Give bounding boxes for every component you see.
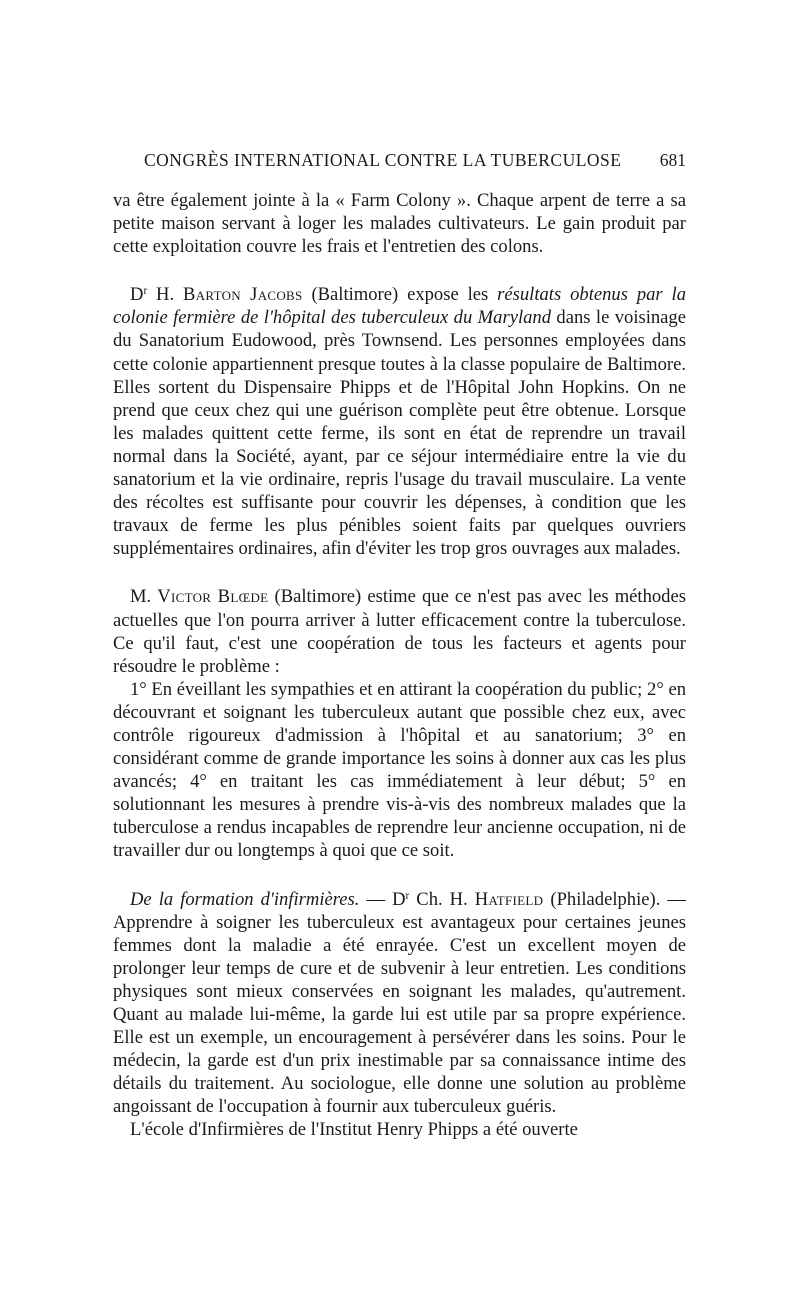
author-name: Hatfield bbox=[474, 888, 544, 910]
paragraph-numbered-measures: 1° En éveillant les sympathies et en attirant la coopération du public; 2° en découvrant et soignant les tuberculeux autant que possible chez eux, avec contrôle rigoureux d'admission à l'hôpital et au sanatorium; 3° en considérant comme de grande importance les soins à donner aux cas les plus avancés; 4° en traitant les cas immédiatement à leur début; 5° en solutionnant les mesures à prendre vis-à-vis des nombreux malades que la tuberculose a rendus incapables de reprendre leur ancienne occupation, ni de travailler dur ou longtemps à quoi que ce soit. bbox=[113, 678, 686, 862]
running-head bbox=[113, 150, 686, 171]
paragraph-nursing-school: L'école d'Infirmières de l'Institut Henry Phipps a été ouverte bbox=[130, 1119, 578, 1141]
paragraph-barton-jacobs bbox=[113, 283, 686, 560]
author-title: D bbox=[392, 888, 406, 910]
dash: — bbox=[359, 888, 393, 910]
author-title-superscript: r bbox=[143, 285, 148, 298]
paragraph-text: dans le voisinage du Sanatorium Eudowood, près Townsend. Les personnes employées dans cette colonie appartiennent presque toutes à la classe populaire de Baltimore. Elles sortent du Dispensaire Phipps et de l'Hôpital John Hopkins. On ne prend que ceux chez qui une guérison complète peut être obtenue. Lorsque les malades quittent cette ferme, ils sont en état de reprendre un travail normal dans la Société, ayant, par ce séjour intermédiaire entre la vie du sanatorium et la vie ordinaire, repris l'usage du travail musculaire. La vente des récoltes est suffisante pour couvrir les dépenses, à condition que les travaux de ferme les plus pénibles soient faits par quelques ouvriers supplémentaires ordinaires, afin d'éviter les trop gros ouvrages aux malades. bbox=[113, 307, 686, 560]
running-title: CONGRÈS INTERNATIONAL CONTRE LA TUBERCULOSE bbox=[144, 150, 622, 170]
paragraph-hatfield bbox=[113, 888, 686, 1119]
author-initial: H. bbox=[147, 284, 184, 306]
paper-topic: De la formation d'infirmières. bbox=[130, 888, 360, 910]
paragraph-victor-bloede bbox=[113, 585, 686, 677]
author-name: Barton Jacobs bbox=[183, 284, 303, 306]
author-initial: Ch. H. bbox=[409, 888, 475, 910]
paragraph-gap bbox=[113, 258, 686, 283]
author-title: D bbox=[130, 284, 144, 306]
paragraph-text: (Philadelphie). — Apprendre à soigner les tuberculeux est avantageux pour certaines jeunes femmes dont la maladie a été enrayée. C'est un excellent moyen de prolonger leur temps de cure et de subvenir à leur entretien. Les conditions physiques sont mieux conservées en soignant les malades, qu'autrement. Quant au malade lui-même, la garde lui est utile par sa propre expérience. Elle est un exemple, un encouragement à persévérer dans les soins. Pour le médecin, la garde est d'un prix inestimable par sa connaissance intime des détails du traitement. Au sociologue, elle donne une solution au problème angoissant de l'occupation à fournir aux tuberculeux guéris. bbox=[113, 888, 686, 1118]
paper-topic: résultats obtenus par la colonie fermière de l'hôpital des tuberculeux du Maryland bbox=[113, 284, 687, 329]
paragraph-farm-colony: va être également jointe à la « Farm Colony ». Chaque arpent de terre a sa petite maison servant à loger les malades cultivateurs. Le gain produit par cette exploitation couvre les frais et l'entretien des colons. bbox=[113, 190, 686, 258]
author-title-superscript: r bbox=[405, 889, 410, 902]
document-page bbox=[113, 150, 686, 1142]
page-number: 681 bbox=[659, 150, 686, 170]
paragraph-gap bbox=[113, 863, 686, 888]
author-location: (Baltimore) expose les bbox=[302, 284, 498, 306]
author-name: Victor Blœde bbox=[157, 586, 269, 608]
author-prefix: M. bbox=[130, 586, 158, 608]
paragraph-gap bbox=[113, 560, 686, 585]
paragraph-text: (Baltimore) estime que ce n'est pas avec les méthodes actuelles que l'on pourra arriver à lutter efficacement contre la tuberculose. Ce qu'il faut, c'est une coopération de tous les facteurs et agents pour résoudre le problème : bbox=[113, 586, 686, 677]
